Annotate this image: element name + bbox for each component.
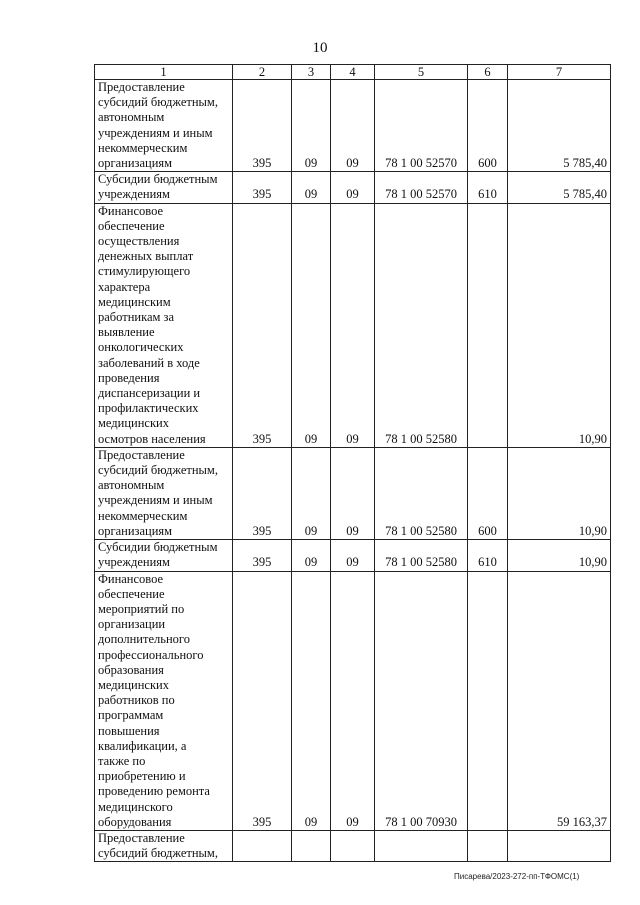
- ministry-code: 395: [233, 80, 292, 172]
- amount: 10,90: [508, 203, 611, 447]
- ministry-code: [233, 830, 292, 861]
- amount: 10,90: [508, 540, 611, 571]
- table-row: [95, 540, 611, 571]
- table-row: [95, 203, 611, 447]
- col-header-3: 3: [292, 65, 331, 80]
- section-code: 09: [292, 571, 331, 830]
- col-header-7: 7: [508, 65, 611, 80]
- target-article-code: 78 1 00 52580: [375, 203, 468, 447]
- row-name: Предоставление субсидий бюджетным, автономным учреждениям и иным некоммерческим организациям: [95, 447, 233, 539]
- col-header-5: 5: [375, 65, 468, 80]
- expense-type-code: [468, 203, 508, 447]
- ministry-code: 395: [233, 172, 292, 203]
- expense-type-code: 610: [468, 172, 508, 203]
- ministry-code: 395: [233, 447, 292, 539]
- col-header-2: 2: [233, 65, 292, 80]
- expense-type-code: [468, 830, 508, 861]
- subsection-code: 09: [331, 540, 375, 571]
- target-article-code: 78 1 00 52570: [375, 172, 468, 203]
- col-header-4: 4: [331, 65, 375, 80]
- amount: 10,90: [508, 447, 611, 539]
- col-header-6: 6: [468, 65, 508, 80]
- expense-type-code: [468, 571, 508, 830]
- row-name: Предоставление субсидий бюджетным, автономным учреждениям и иным некоммерческим организациям: [95, 80, 233, 172]
- subsection-code: 09: [331, 172, 375, 203]
- expense-type-code: 600: [468, 447, 508, 539]
- ministry-code: 395: [233, 571, 292, 830]
- section-code: 09: [292, 203, 331, 447]
- section-code: 09: [292, 80, 331, 172]
- target-article-code: 78 1 00 52580: [375, 540, 468, 571]
- section-code: 09: [292, 540, 331, 571]
- amount: 5 785,40: [508, 80, 611, 172]
- amount: 5 785,40: [508, 172, 611, 203]
- row-name: Финансовое обеспечение осуществления денежных выплат стимулирующего характера медицинским работникам за выявление онкологических заболеваний в ходе проведения диспансеризации и профилактических медицинских осмотров населения: [95, 203, 233, 447]
- target-article-code: 78 1 00 52580: [375, 447, 468, 539]
- table-row: [95, 447, 611, 539]
- amount: [508, 830, 611, 861]
- subsection-code: 09: [331, 203, 375, 447]
- expense-type-code: 610: [468, 540, 508, 571]
- row-name: Финансовое обеспечение мероприятий по организации дополнительного профессионального образования медицинских работников по программам повышения квалификации, а также по приобретению и проведению ремонта медицинского оборудования: [95, 571, 233, 830]
- budget-table: [94, 64, 611, 862]
- table-row: [95, 80, 611, 172]
- amount: 59 163,37: [508, 571, 611, 830]
- expense-type-code: 600: [468, 80, 508, 172]
- col-header-1: 1: [95, 65, 233, 80]
- row-name: Предоставление субсидий бюджетным,: [95, 830, 233, 861]
- document-reference: Писарева/2023-272-пп-ТФОМС(1): [454, 872, 580, 881]
- row-name: Субсидии бюджетным учреждениям: [95, 172, 233, 203]
- ministry-code: 395: [233, 203, 292, 447]
- target-article-code: 78 1 00 70930: [375, 571, 468, 830]
- row-name: Субсидии бюджетным учреждениям: [95, 540, 233, 571]
- target-article-code: 78 1 00 52570: [375, 80, 468, 172]
- target-article-code: [375, 830, 468, 861]
- section-code: 09: [292, 447, 331, 539]
- header-row: [95, 65, 611, 80]
- section-code: 09: [292, 172, 331, 203]
- subsection-code: [331, 830, 375, 861]
- subsection-code: 09: [331, 447, 375, 539]
- table-row: [95, 571, 611, 830]
- table-row: [95, 172, 611, 203]
- page-number: 10: [312, 40, 328, 56]
- table-row: [95, 830, 611, 861]
- ministry-code: 395: [233, 540, 292, 571]
- subsection-code: 09: [331, 571, 375, 830]
- subsection-code: 09: [331, 80, 375, 172]
- section-code: [292, 830, 331, 861]
